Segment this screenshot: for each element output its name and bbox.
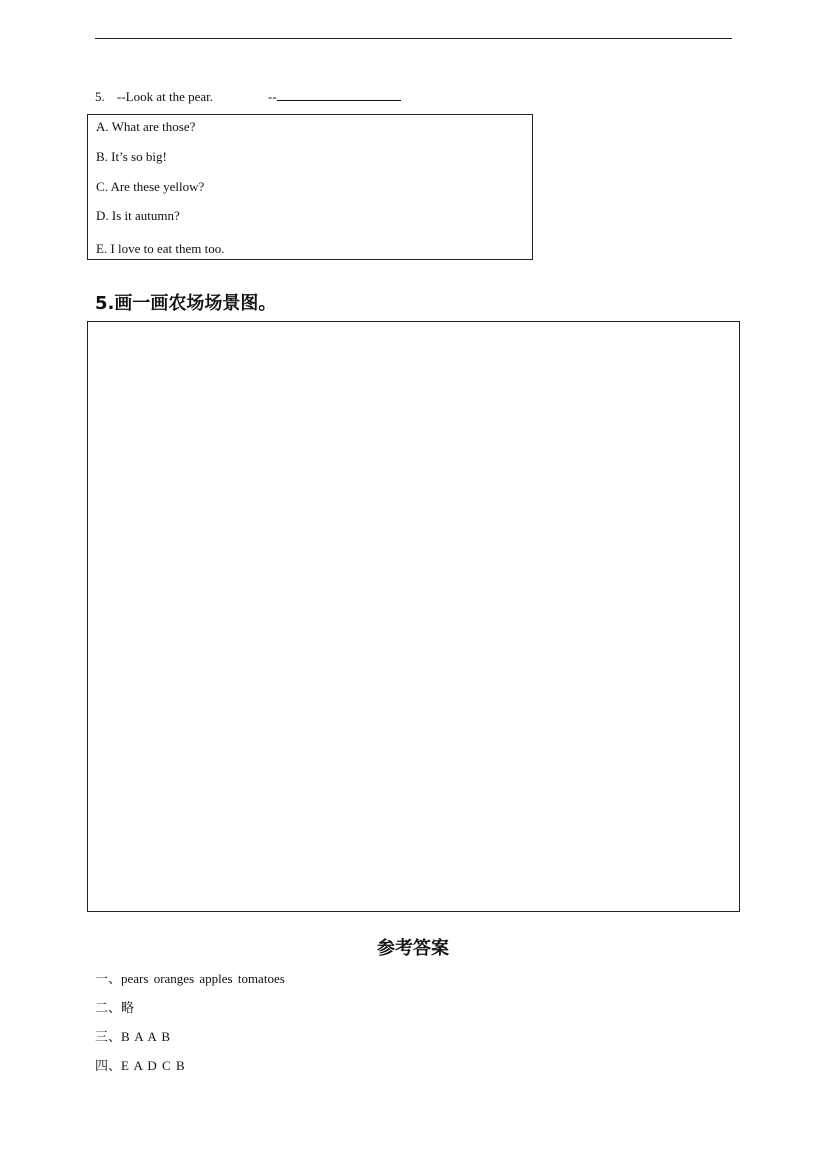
answer-prefix: 一、 [95,972,122,987]
option-d: D. Is it autumn? [96,208,180,223]
answer-text: B A A B [121,1029,171,1044]
drawing-area[interactable] [87,321,740,912]
answer-text: 略 [121,1001,135,1016]
option-b: B. It’s so big! [96,149,167,164]
answer-prefix: 二、 [95,1001,122,1016]
answer-prefix: 三、 [95,1030,122,1045]
answer-line-3 [95,1026,170,1045]
answers-title: 参考答案 [377,938,449,959]
answer-line-1 [95,968,285,987]
answer-blank[interactable] [277,88,401,101]
question-number: 5. [95,89,105,104]
answer-prefix: 四、 [95,1059,122,1074]
drawing-section-heading: 5.画一画农场场景图。 [95,293,277,314]
reply-prefix: -- [268,89,277,104]
answer-line-2 [95,997,134,1016]
option-e: E. I love to eat them too. [96,241,225,256]
option-c: C. Are these yellow? [96,179,205,194]
question-5 [95,88,401,105]
option-a: A. What are those? [96,119,196,134]
answer-line-4 [95,1055,185,1074]
options-box [87,114,533,260]
header-rule [95,38,732,39]
answer-text: pears oranges apples tomatoes [121,971,285,986]
question-prompt: --Look at the pear. [117,89,214,104]
answer-text: E A D C B [121,1058,185,1073]
